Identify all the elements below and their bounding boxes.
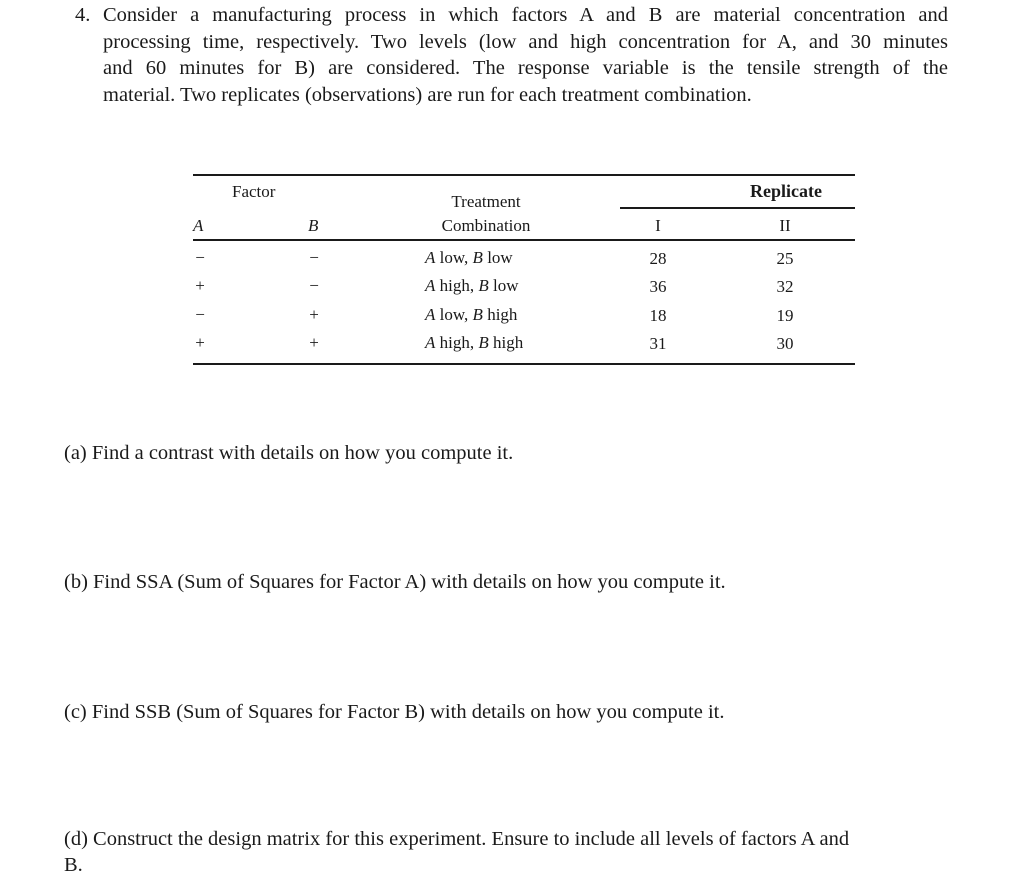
row-1-treatment: A low, B low	[425, 248, 513, 267]
row-2-a-level: +	[195, 276, 205, 295]
question-a: (a) Find a contrast with details on how you compute it.	[64, 442, 514, 464]
question-d-line-2: B.	[64, 854, 83, 876]
question-b: (b) Find SSA (Sum of Squares for Factor A) with details on how you compute it.	[64, 571, 726, 593]
column-b-header: B	[308, 216, 319, 235]
row-3-treatment: A low, B high	[425, 305, 518, 324]
row-1-replicate-i: 28	[649, 249, 667, 268]
row-2-b-level: −	[309, 276, 319, 295]
replicate-i-header: I	[655, 216, 661, 235]
treatment-header-line-1: Treatment	[451, 192, 521, 211]
replicate-top-rule	[620, 207, 855, 209]
column-a-header: A	[193, 216, 204, 235]
row-1-replicate-ii: 25	[776, 249, 794, 268]
row-4-a-level: +	[195, 333, 205, 352]
row-4-treatment: A high, B high	[425, 333, 524, 352]
header-bottom-rule	[193, 239, 855, 241]
row-4-replicate-ii: 30	[776, 334, 794, 353]
data-table	[0, 0, 1017, 400]
row-2-replicate-i: 36	[649, 277, 667, 296]
table-bottom-rule	[193, 363, 855, 365]
row-3-a-level: −	[195, 305, 205, 324]
problem-line: processing time, respectively. Two levels (low and high concentration for A, and 30 minutes	[103, 30, 948, 53]
row-1-a-level: −	[195, 248, 205, 267]
problem-line: and 60 minutes for B) are considered. The response variable is the tensile strength of the	[103, 57, 948, 79]
replicate-ii-header: II	[779, 216, 791, 235]
row-3-b-level: +	[309, 305, 319, 324]
row-1-b-level: −	[309, 248, 319, 267]
row-2-replicate-ii: 32	[776, 277, 794, 296]
factor-header: Factor	[232, 182, 276, 201]
treatment-header-line-2: Combination	[441, 216, 531, 235]
replicate-header: Replicate	[750, 181, 822, 201]
question-c: (c) Find SSB (Sum of Squares for Factor B) with details on how you compute it.	[64, 701, 725, 723]
row-3-replicate-ii: 19	[776, 306, 794, 325]
row-2-treatment: A high, B low	[425, 276, 519, 295]
problem-number: 4.	[75, 4, 91, 26]
table-top-rule	[193, 174, 855, 176]
row-4-replicate-i: 31	[649, 334, 667, 353]
row-4-b-level: +	[309, 333, 319, 352]
problem-line: Consider a manufacturing process in which factors A and B are material concentration and	[103, 4, 948, 26]
problem-line: material. Two replicates (observations) are run for each treatment combination.	[103, 83, 752, 106]
row-3-replicate-i: 18	[649, 306, 667, 325]
question-d-line-1: (d) Construct the design matrix for this experiment. Ensure to include all levels of factors A and	[64, 828, 850, 850]
